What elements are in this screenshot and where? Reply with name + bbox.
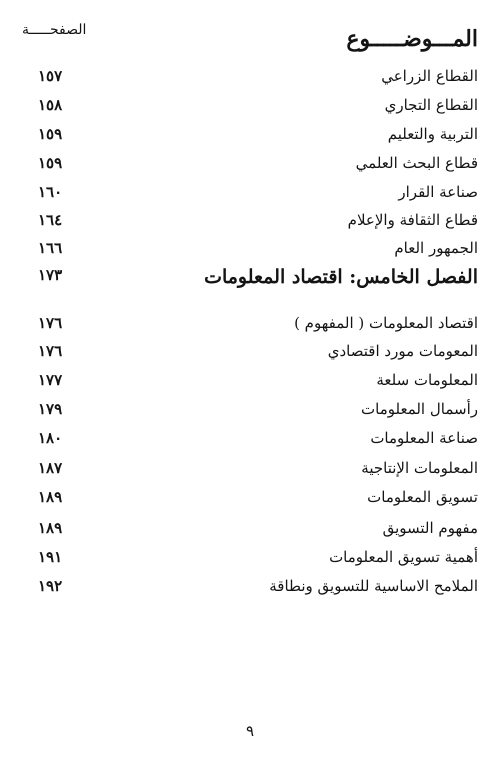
- toc-entry: [0, 456, 500, 480]
- toc-entry-page: ١٦٦: [38, 239, 63, 257]
- toc-entry-title: تسويق المعلومات: [367, 488, 478, 506]
- toc-entry: [0, 236, 500, 260]
- toc-entry-page: ١٧٧: [38, 371, 63, 389]
- toc-entry: [0, 64, 500, 88]
- toc-entry-title: قطاع البحث العلمي: [355, 154, 478, 172]
- toc-entry-title: اقتصاد المعلومات ( المفهوم ): [294, 314, 478, 332]
- page-column-header: الصفحـــــة: [22, 22, 87, 38]
- toc-entry-title: الملامح الاساسية للتسويق ونطاقة: [269, 577, 478, 595]
- toc-entry-page: ١٧٦: [38, 342, 63, 360]
- toc-entry-page: ١٦٠: [38, 183, 63, 201]
- toc-entry-page: ١٨٩: [38, 519, 63, 537]
- toc-entry-title: مفهوم التسويق: [382, 519, 478, 537]
- toc-entry: [0, 208, 500, 232]
- toc-entry: [0, 368, 500, 392]
- toc-entry-title: المعلومات الإنتاجية: [361, 459, 478, 477]
- toc-entry-page: ١٥٨: [38, 96, 63, 114]
- toc-entry-title: التربية والتعليم: [387, 125, 478, 143]
- toc-entry-page: ١٥٧: [38, 67, 63, 85]
- toc-entry: [0, 180, 500, 204]
- toc-entry: [0, 151, 500, 175]
- toc-entry-title: قطاع الثقافة والإعلام: [347, 211, 478, 229]
- toc-entry-title: أهمية تسويق المعلومات: [329, 548, 478, 566]
- toc-entry-page: ١٧٦: [38, 314, 63, 332]
- toc-entry: [0, 93, 500, 117]
- toc-entry: [0, 311, 500, 335]
- chapter-heading: الفصل الخامس: اقتصاد المعلومات: [204, 266, 478, 288]
- toc-entry-page: ١٨٠: [38, 429, 63, 447]
- toc-entry-page: ١٥٩: [38, 154, 63, 172]
- toc-entry-title: القطاع الزراعي: [381, 67, 478, 85]
- toc-entry-title: المعومات مورد اقتصادي: [327, 342, 478, 360]
- toc-entry: [0, 122, 500, 146]
- toc-entry-page: ١٨٧: [38, 459, 63, 477]
- toc-entry-page: ١٩١: [38, 548, 63, 566]
- page-number: ٩: [245, 722, 255, 740]
- toc-entry: [0, 426, 500, 450]
- toc-entry: [0, 485, 500, 509]
- toc-entry-page: ١٧٩: [38, 400, 63, 418]
- toc-entry-page: ١٨٩: [38, 488, 63, 506]
- toc-entry-page: ١٥٩: [38, 125, 63, 143]
- toc-entry-page: ١٦٤: [38, 211, 63, 229]
- toc-entry: [0, 516, 500, 540]
- chapter-page: ١٧٣: [38, 266, 63, 284]
- subject-column-header: المـــوضـــــوع: [346, 26, 478, 52]
- toc-entry-title: القطاع التجاري: [384, 96, 478, 114]
- toc-entry-title: الجمهور العام: [394, 239, 478, 257]
- toc-entry-title: رأسمال المعلومات: [361, 400, 478, 418]
- toc-entry: [0, 397, 500, 421]
- toc-entry: [0, 574, 500, 598]
- toc-entry-page: ١٩٢: [38, 577, 63, 595]
- toc-entry-title: صناعة المعلومات: [370, 429, 478, 447]
- toc-entry: [0, 339, 500, 363]
- toc-entry-title: المعلومات سلعة: [376, 371, 478, 389]
- toc-entry: [0, 545, 500, 569]
- toc-entry-title: صناعة القرار: [398, 183, 478, 201]
